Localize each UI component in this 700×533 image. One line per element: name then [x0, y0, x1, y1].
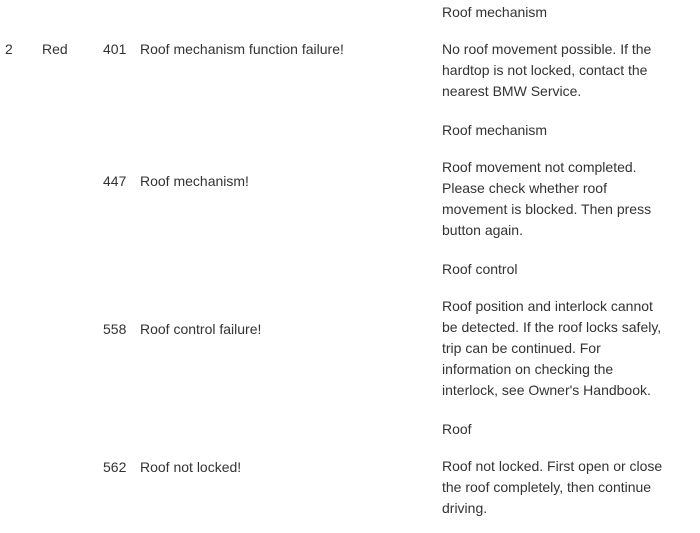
description-text: [442, 296, 692, 401]
description-line: driving.: [442, 500, 488, 516]
description-line: be detected. If the roof locks safely,: [442, 319, 662, 335]
description-line: trip can be continued. For: [442, 340, 601, 356]
message-cell: Roof not locked!: [140, 459, 242, 475]
description-line: Please check whether roof: [442, 180, 607, 196]
message-cell: Roof mechanism!: [140, 173, 249, 189]
category-label: Roof mechanism: [442, 4, 548, 20]
message-cell: Roof control failure!: [140, 321, 262, 337]
description-text: [442, 39, 692, 102]
code-cell: 562: [103, 459, 127, 475]
description-text: [442, 456, 692, 519]
description-line: Roof position and interlock cannot: [442, 298, 653, 314]
description-line: interlock, see Owner's Handbook.: [442, 382, 651, 398]
category-label: Roof control: [442, 261, 518, 277]
description-line: movement is blocked. Then press: [442, 201, 652, 217]
code-cell: 558: [103, 321, 127, 337]
code-cell: 401: [103, 41, 127, 57]
description-line: button again.: [442, 222, 523, 238]
description-line: nearest BMW Service.: [442, 83, 582, 99]
description-line: Roof movement not completed.: [442, 159, 637, 175]
priority-cell: 2: [5, 41, 13, 57]
description-line: No roof movement possible. If the: [442, 41, 652, 57]
description-line: the roof completely, then continue: [442, 479, 652, 495]
message-cell: Roof mechanism function failure!: [140, 41, 344, 57]
description-text: [442, 157, 692, 241]
description-line: hardtop is not locked, contact the: [442, 62, 648, 78]
color-cell: Red: [42, 41, 68, 57]
category-label: Roof: [442, 421, 472, 437]
category-label: Roof mechanism: [442, 122, 548, 138]
description-line: information on checking the: [442, 361, 614, 377]
code-cell: 447: [103, 173, 127, 189]
description-line: Roof not locked. First open or close: [442, 458, 663, 474]
